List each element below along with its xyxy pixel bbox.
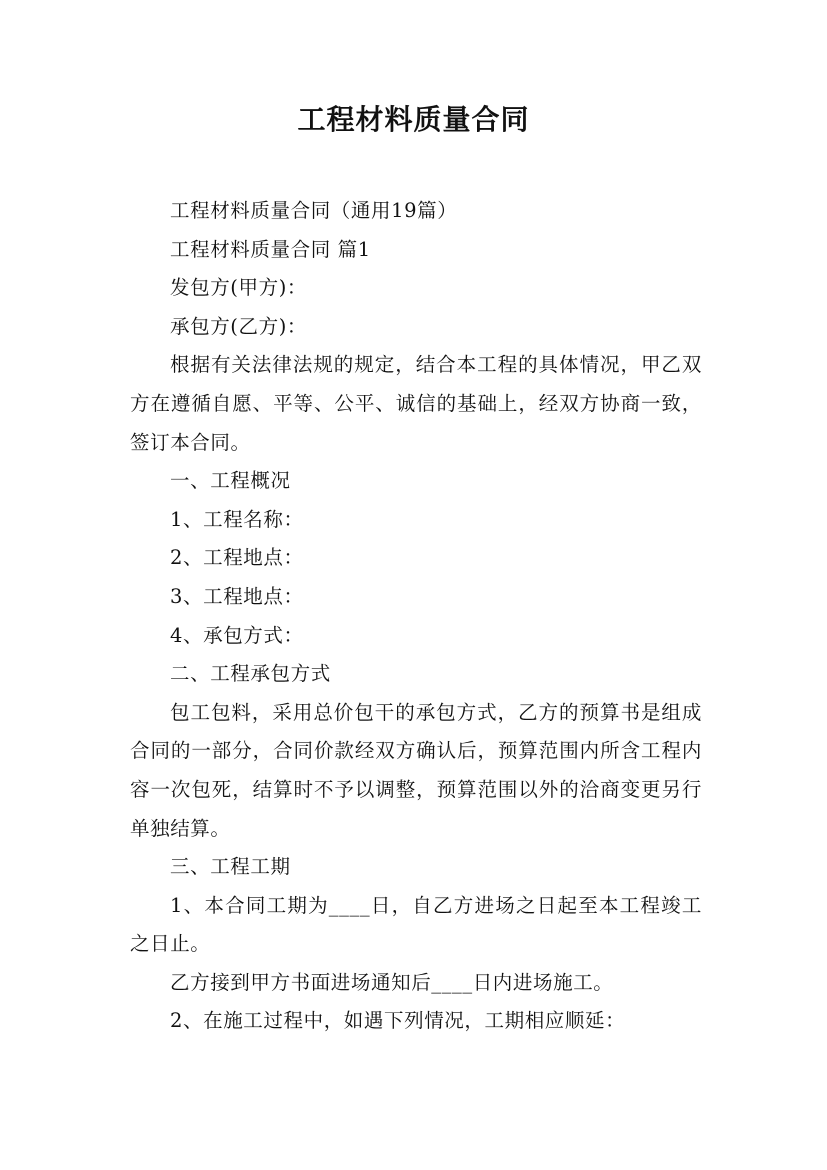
paragraph-party-b: 承包方(乙方)： <box>170 314 308 338</box>
document-title: 工程材料质量合同 <box>297 103 530 136</box>
paragraph-project-location-2: 3、工程地点： <box>170 584 304 608</box>
paragraph-schedule-term: 1、本合同工期为____日，自乙方进场之日起至本工程竣工之日止。 <box>130 893 702 956</box>
paragraph-contract-method: 4、承包方式： <box>170 623 304 647</box>
paragraph-project-location: 2、工程地点： <box>170 546 304 570</box>
paragraph-heading-overview: 一、工程概况 <box>170 469 291 493</box>
paragraph-schedule-extension: 2、在施工过程中，如遇下列情况，工期相应顺延： <box>170 1009 626 1033</box>
paragraph-subtitle: 工程材料质量合同（通用19篇） <box>170 199 458 222</box>
paragraph-heading-schedule: 三、工程工期 <box>170 855 291 879</box>
paragraph-project-name: 1、工程名称： <box>170 507 304 531</box>
paragraph-heading-contract-method: 二、工程承包方式 <box>170 662 331 686</box>
paragraph-contract-method-body: 包工包料，采用总价包干的承包方式，乙方的预算书是组成合同的一部分，合同价款经双方确认后，预算范围内所含工程内容一次包死，结算时不予以调整，预算范围以外的洽商变更另行单独结算。 <box>130 700 702 840</box>
paragraph-section-heading: 工程材料质量合同 篇1 <box>170 237 371 261</box>
document-body <box>130 192 702 1041</box>
paragraph-preamble: 根据有关法律法规的规定，结合本工程的具体情况，甲乙双方在遵循自愿、平等、公平、诚信的基础上，经双方协商一致，签订本合同。 <box>130 353 702 454</box>
paragraph-schedule-entry: 乙方接到甲方书面进场通知后____日内进场施工。 <box>170 970 614 994</box>
paragraph-party-a: 发包方(甲方)： <box>170 276 308 300</box>
